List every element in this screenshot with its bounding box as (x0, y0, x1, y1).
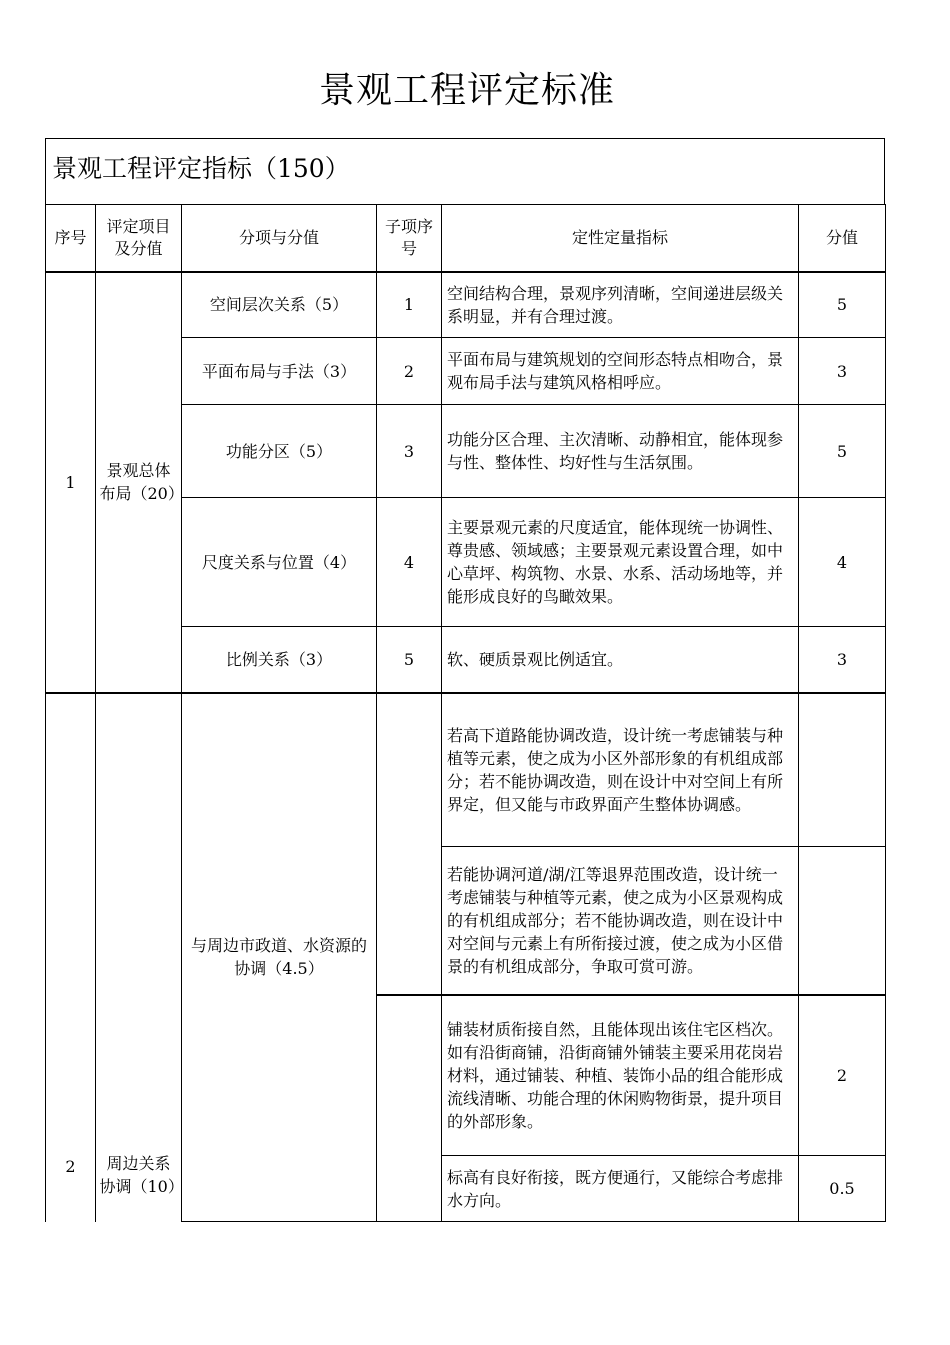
row-no: 3 (377, 405, 442, 498)
row-sub: 尺度关系与位置（4） (182, 498, 377, 627)
group1-seq: 1 (46, 272, 96, 693)
row-sub: 平面布局与手法（3） (182, 338, 377, 405)
row-sub: 空间层次关系（5） (182, 272, 377, 338)
row-indicator: 铺装材质衔接自然，且能体现出该住宅区档次。如有沿街商铺，沿街商铺外铺装主要采用花岗岩材料，通过铺装、种植、装饰小品的组合能形成流线清晰、功能合理的休闲购物街景，提升项目的外部形象。 (442, 995, 799, 1156)
row-score: 2 (799, 995, 886, 1156)
row-no (377, 995, 442, 1222)
header-subno (377, 205, 442, 272)
row-indicator: 平面布局与建筑规划的空间形态特点相吻合，景观布局手法与建筑风格相呼应。 (442, 338, 799, 405)
header-sub: 分项与分值 (182, 205, 377, 272)
row-no: 1 (377, 272, 442, 338)
row-score: 4 (799, 498, 886, 627)
row-no: 5 (377, 627, 442, 693)
group2-seq: 2 (46, 693, 96, 1222)
row-score: 3 (799, 627, 886, 693)
table-row (46, 693, 886, 847)
row-no: 2 (377, 338, 442, 405)
group1-item-label: 景观总体布局（20） (99, 461, 184, 503)
row-sub: 比例关系（3） (182, 627, 377, 693)
header-subno-label: 子项序号 (384, 216, 433, 258)
page-title: 景观工程评定标准 (318, 70, 615, 111)
row-score: 5 (799, 405, 886, 498)
row-indicator: 功能分区合理、主次清晰、动静相宜，能体现参与性、整体性、均好性与生活氛围。 (442, 405, 799, 498)
row-indicator: 若高下道路能协调改造，设计统一考虑铺装与种植等元素，使之成为小区外部形象的有机组成部分；若不能协调改造，则在设计中对空间上有所界定，但又能与市政界面产生整体协调感。 (442, 693, 799, 847)
row-score (799, 693, 886, 847)
group1-item (96, 272, 182, 693)
header-score: 分值 (799, 205, 886, 272)
section-title: 景观工程评定指标（150） (52, 154, 350, 183)
group2-item (96, 693, 182, 1222)
section-header (45, 138, 885, 204)
group2-item-label: 周边关系协调（10） (99, 1153, 184, 1196)
row-score: 3 (799, 338, 886, 405)
row-indicator: 软、硬质景观比例适宜。 (442, 627, 799, 693)
row-score: 5 (799, 272, 886, 338)
table-row (46, 272, 886, 338)
row-sub: 功能分区（5） (182, 405, 377, 498)
row-indicator: 标高有良好衔接，既方便通行，又能综合考虑排水方向。 (442, 1156, 799, 1222)
header-item-label: 评定项目及分值 (106, 216, 171, 258)
row-indicator: 若能协调河道/湖/江等退界范围改造，设计统一考虑铺装与种植等元素，使之成为小区景观构成的有机组成部分；若不能协调改造，则在设计中对空间与元素上有所衔接过渡，使之成为小区借景的有机组成部分，争取可赏可游。 (442, 847, 799, 995)
row-indicator: 空间结构合理，景观序列清晰，空间递进层级关系明显，并有合理过渡。 (442, 272, 799, 338)
header-indicator: 定性定量指标 (442, 205, 799, 272)
row-indicator: 主要景观元素的尺度适宜，能体现统一协调性、尊贵感、领域感；主要景观元素设置合理，如中心草坪、构筑物、水景、水系、活动场地等，并能形成良好的鸟瞰效果。 (442, 498, 799, 627)
row-score: 0.5 (799, 1156, 886, 1222)
row-no (377, 693, 442, 995)
row-score (799, 847, 886, 995)
row-no: 4 (377, 498, 442, 627)
group2-sub: 与周边市政道、水资源的协调（4.5） (182, 693, 377, 1222)
header-row (46, 205, 886, 272)
header-item (96, 205, 182, 272)
evaluation-table (45, 204, 886, 1222)
header-seq: 序号 (46, 205, 96, 272)
